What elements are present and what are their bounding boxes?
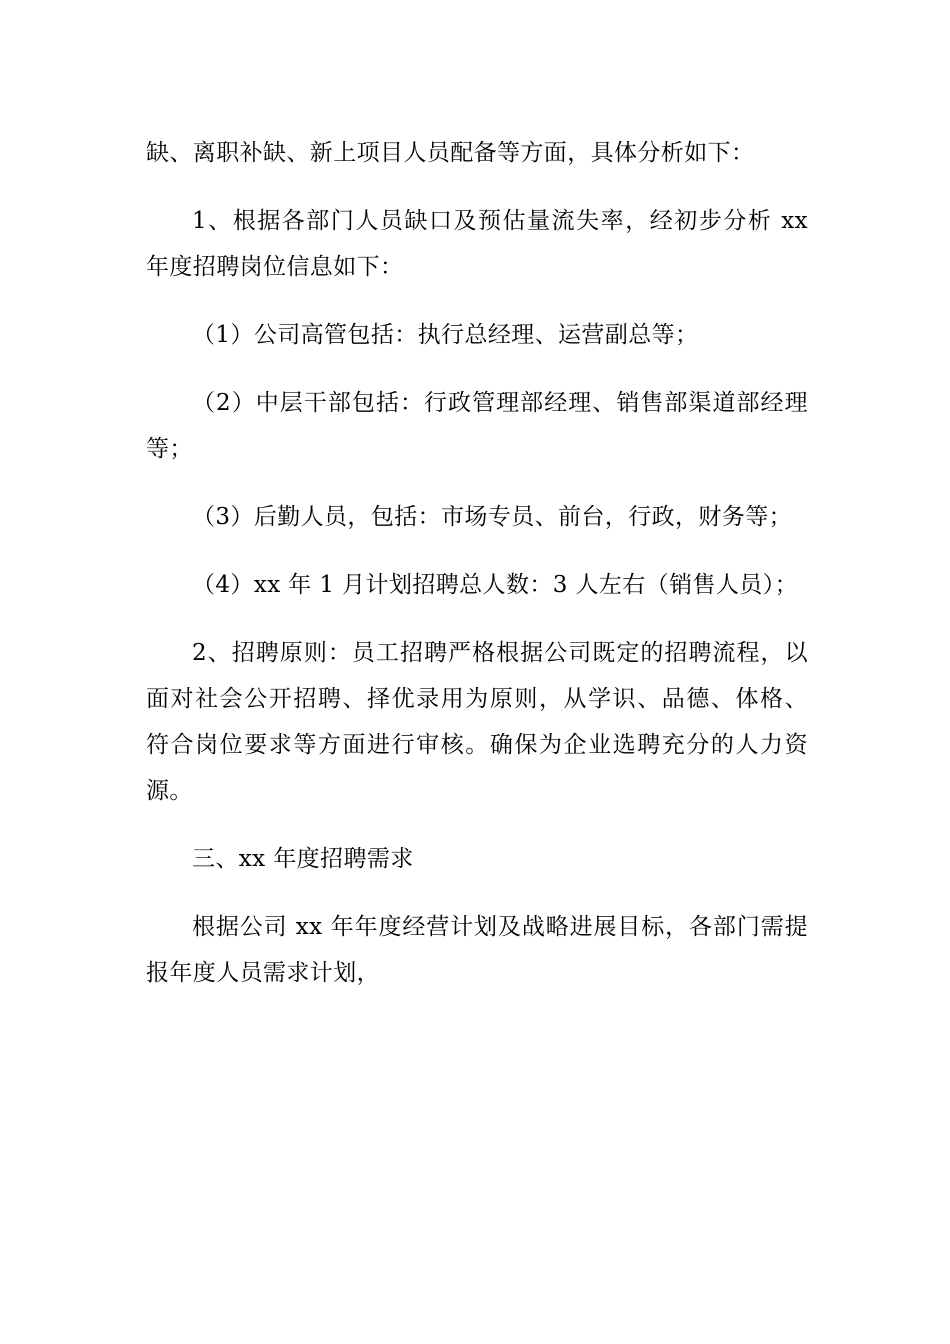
document-body: [146, 130, 808, 1018]
paragraph-subitem-2: [146, 380, 808, 472]
text-line: 三、xx 年度招聘需求: [192, 846, 414, 872]
text-line: 报年度人员需求计划，: [146, 960, 380, 986]
text-line: 面对社会公开招聘、择优录用为原则，从学识、品德、体格、: [146, 686, 808, 712]
text-line: 年度招聘岗位信息如下：: [146, 254, 404, 280]
text-line: （4）xx 年 1 月计划招聘总人数：3 人左右（销售人员）；: [192, 572, 798, 598]
text-line: 缺、离职补缺、新上项目人员配备等方面，具体分析如下：: [146, 140, 755, 166]
text-line: （2）中层干部包括：行政管理部经理、销售部渠道部经理: [192, 390, 808, 416]
text-line: 根据公司 xx 年年度经营计划及战略进展目标，各部门需提: [192, 914, 808, 940]
paragraph-item-1: [146, 198, 808, 290]
paragraph-subitem-1: [146, 312, 808, 358]
paragraph-subitem-3: [146, 494, 808, 540]
text-line: 等；: [146, 436, 193, 462]
text-line: （3）后勤人员，包括：市场专员、前台，行政，财务等；: [192, 504, 793, 530]
text-line: （1）公司高管包括：执行总经理、运营副总等；: [192, 322, 699, 348]
text-line: 2、招聘原则：员工招聘严格根据公司既定的招聘流程，以: [192, 640, 808, 666]
text-line: 源。: [146, 778, 193, 804]
text-line: 1、根据各部门人员缺口及预估量流失率，经初步分析 xx: [192, 208, 808, 234]
paragraph-item-2: [146, 630, 808, 814]
paragraph-continuation: [146, 130, 808, 176]
paragraph-subitem-4: [146, 562, 808, 608]
paragraph-requirements: [146, 904, 808, 996]
text-line: 符合岗位要求等方面进行审核。确保为企业选聘充分的人力资: [146, 732, 808, 758]
section-heading-3: [146, 836, 808, 882]
